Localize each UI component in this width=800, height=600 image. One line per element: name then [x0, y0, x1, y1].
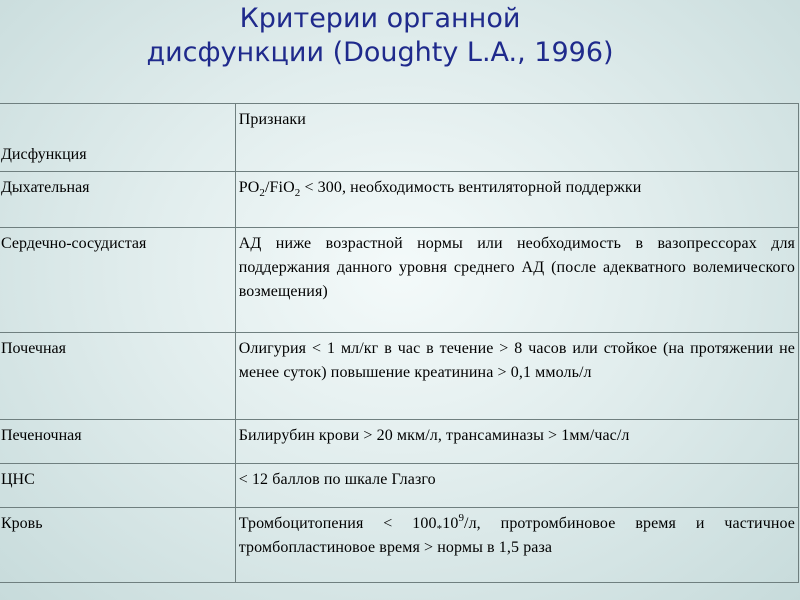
page-title — [0, 2, 760, 70]
row-name-cardiovascular: Сердечно-сосудистая — [0, 228, 235, 333]
table-row — [0, 228, 799, 333]
row-name-respiratory: Дыхательная — [0, 172, 235, 228]
row-sign-renal: Олигурия < 1 мл/кг в час в течение > 8 часов или стойкое (на протяжении не менее суток) повышение креатинина > 0,1 ммоль/л — [235, 333, 798, 420]
row-sign-blood: Тромбоцитопения < $100_*10^9/л$, протромбиновое время и частичное тромбопластиновое время > нормы в 1,5 раза — [235, 508, 798, 583]
title-line-1: Критерии органной — [239, 3, 521, 34]
table-row — [0, 333, 799, 420]
criteria-table — [0, 103, 799, 583]
row-sign-respiratory: $PO_2/FiO_2 < 300$, необходимость вентиляторной поддержки — [235, 172, 798, 228]
table-header-row — [0, 104, 799, 172]
table-row — [0, 508, 799, 583]
row-sign-cardiovascular: АД ниже возрастной нормы или необходимость в вазопрессорах для поддержания данного уровня среднего АД (после адекватного волемического возмещения) — [235, 228, 798, 333]
row-name-cns: ЦНС — [0, 464, 235, 508]
row-sign-cns: < 12 баллов по шкале Глазго — [235, 464, 798, 508]
row-name-hepatic: Печеночная — [0, 420, 235, 464]
table-row — [0, 420, 799, 464]
table-row — [0, 172, 799, 228]
table-row — [0, 464, 799, 508]
row-name-blood: Кровь — [0, 508, 235, 583]
header-dysfunction: Дисфункция — [0, 104, 235, 172]
row-name-renal: Почечная — [0, 333, 235, 420]
row-sign-hepatic: Билирубин крови > 20 мкм/л, трансаминазы > 1мм/час/л — [235, 420, 798, 464]
title-line-2: дисфункции (Doughty L.A., 1996) — [146, 37, 614, 68]
header-signs: Признаки — [235, 104, 798, 172]
